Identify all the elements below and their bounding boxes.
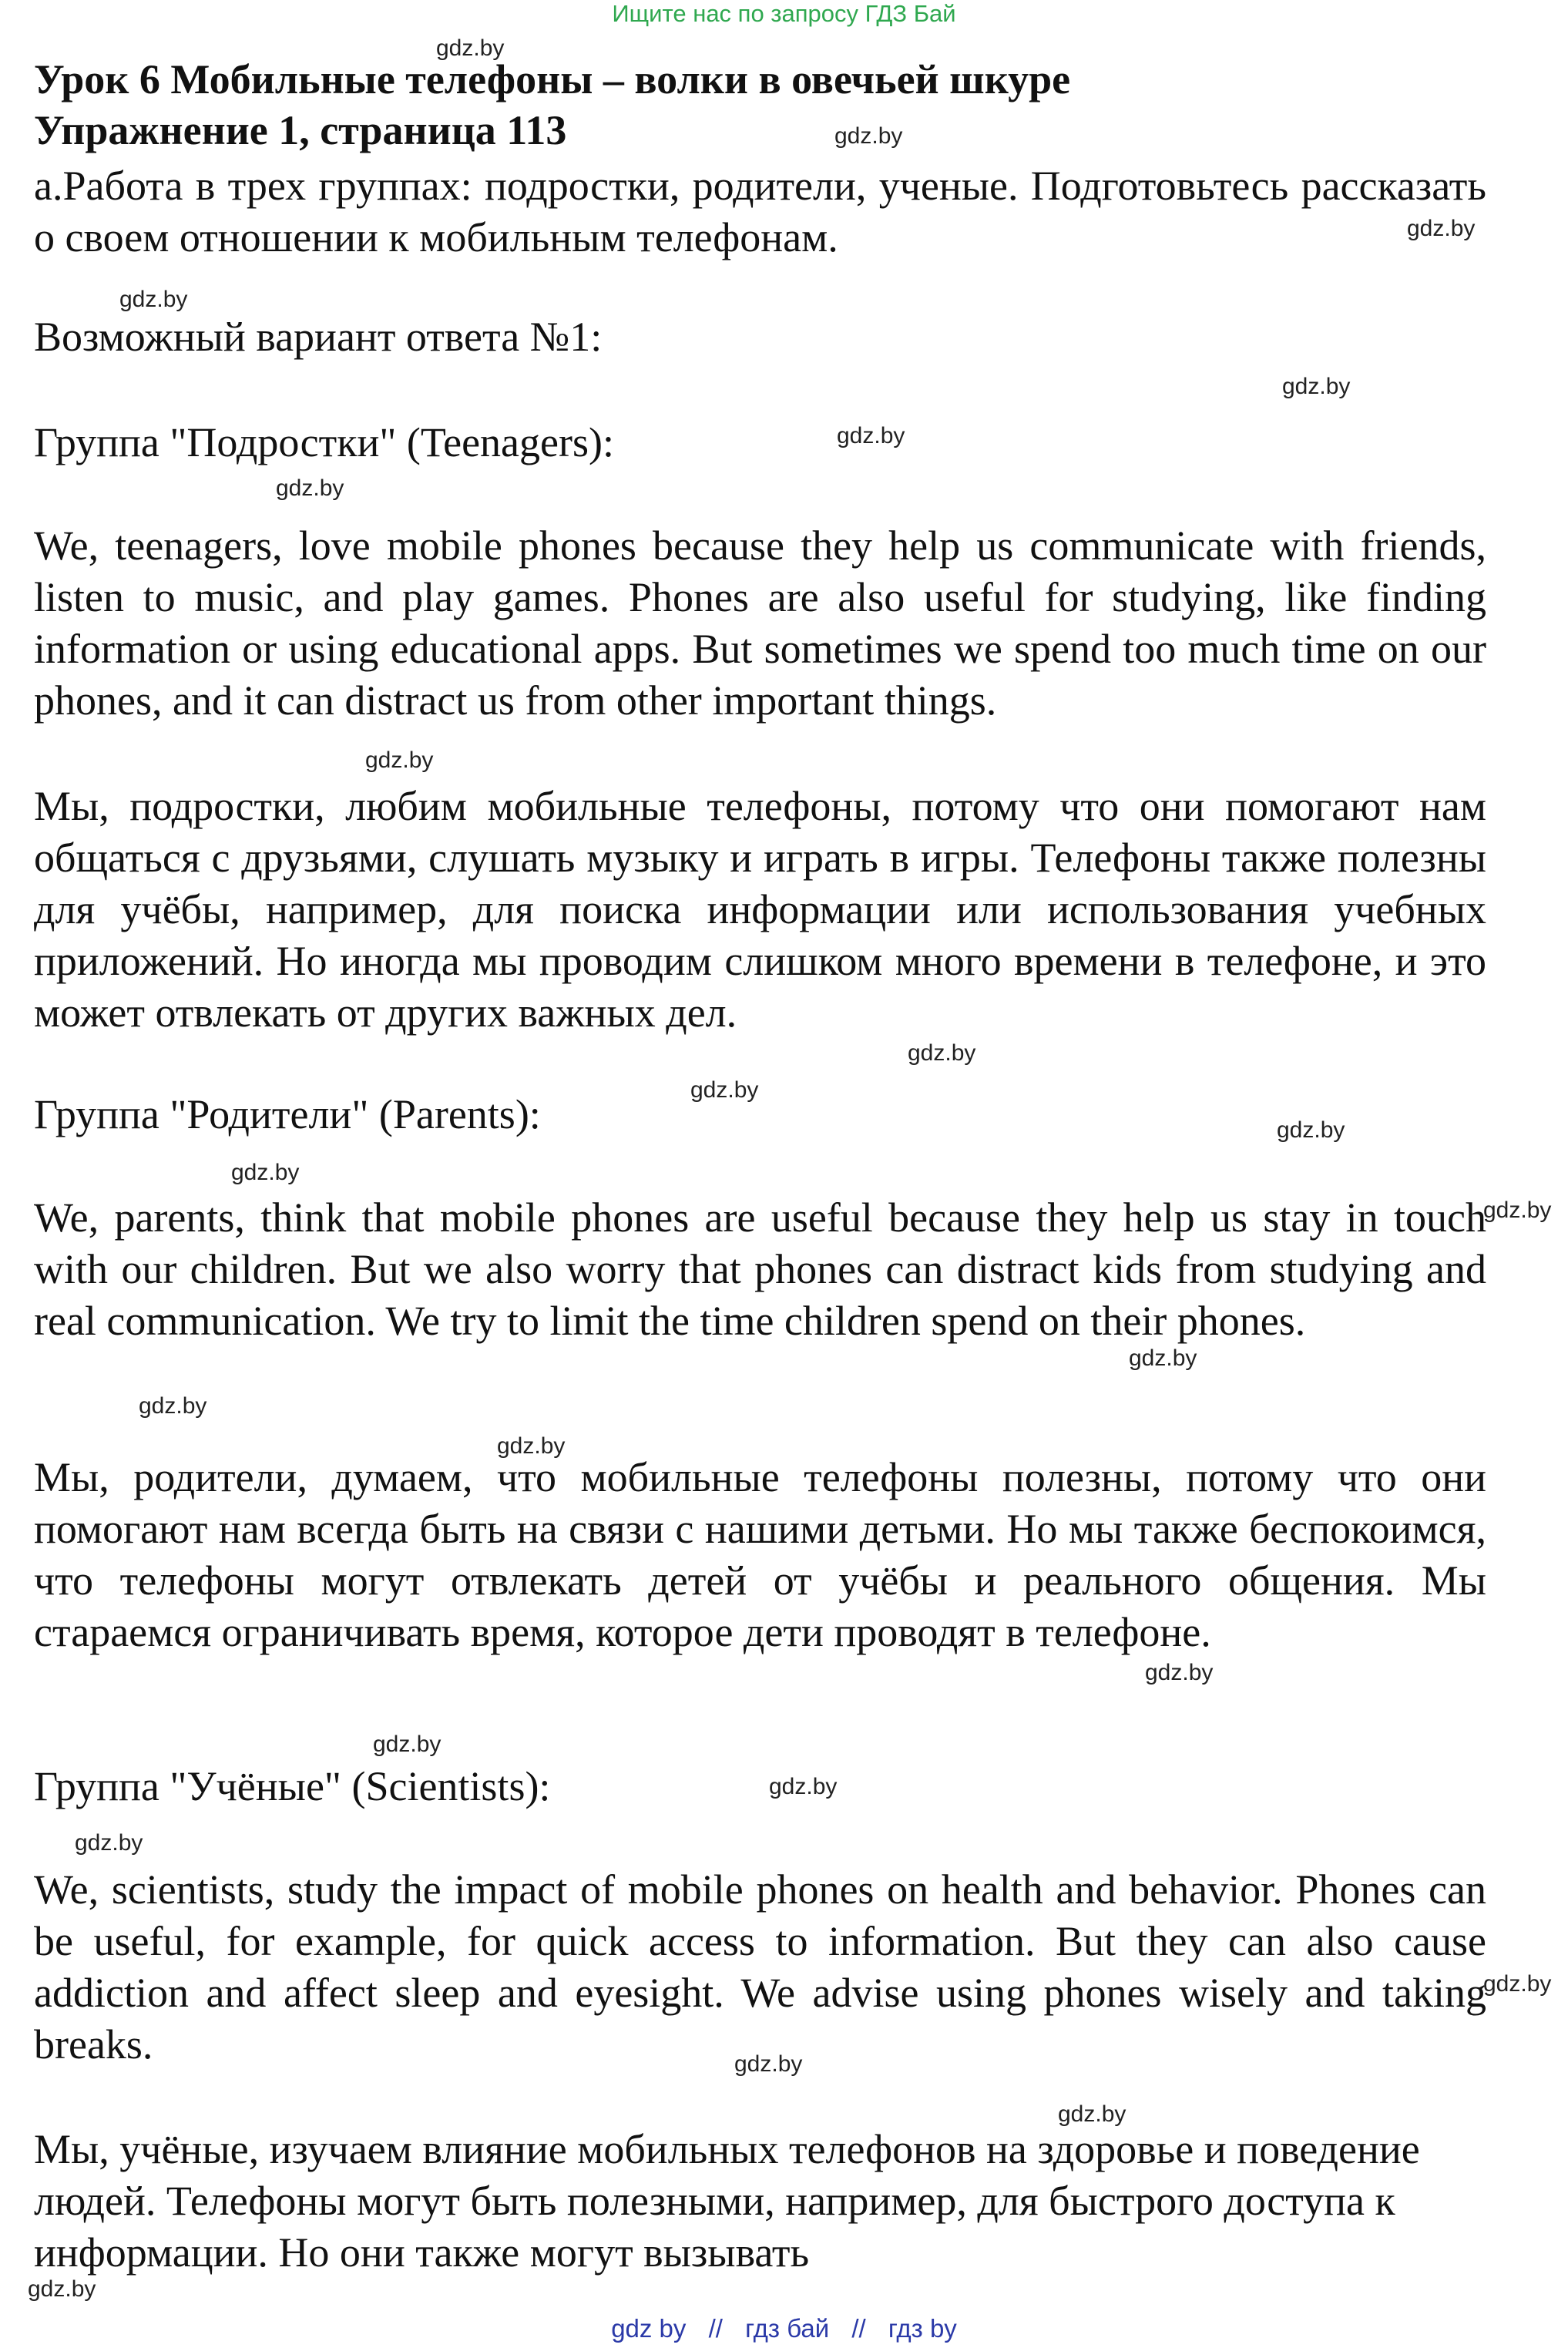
watermark: gdz.by xyxy=(436,35,505,61)
lesson-title: Урок 6 Мобильные телефоны – волки в овечьей шкуре xyxy=(34,56,1071,102)
watermark: gdz.by xyxy=(1277,1117,1345,1143)
watermark: gdz.by xyxy=(1483,1198,1552,1223)
watermark: gdz.by xyxy=(908,1040,976,1066)
watermark: gdz.by xyxy=(1483,1971,1552,1997)
group-heading-scientists: Группа "Учёные" (Scientists): xyxy=(34,1763,551,1809)
watermark: gdz.by xyxy=(734,2051,803,2077)
variant-label: Возможный вариант ответа №1: xyxy=(34,314,603,360)
teenagers-english: We, teenagers, love mobile phones because they help us communicate with friends, listen to music, and play games. Phones are also useful for studying, like finding information or using educational apps. But sometimes we spend too much time on our phones, and it can distract us from other important things. xyxy=(34,522,1486,724)
watermark: gdz.by xyxy=(1145,1660,1214,1685)
watermark: gdz.by xyxy=(276,475,344,501)
footer-link-gdz-bai[interactable]: гдз бай xyxy=(745,2314,830,2343)
footer-separator: // xyxy=(851,2314,866,2343)
watermark: gdz.by xyxy=(365,747,434,773)
scientists-russian: Мы, учёные, изучаем влияние мобильных телефонов на здоровье и поведение людей. Телефоны могут быть полезными, например, для быстрого доступа к информации. Но они также могут вызывать xyxy=(34,2126,1420,2276)
watermark: gdz.by xyxy=(690,1077,759,1103)
watermark: gdz.by xyxy=(119,287,188,312)
watermark: gdz.by xyxy=(1058,2101,1126,2127)
group-heading-teenagers: Группа "Подростки" (Teenagers): xyxy=(34,419,614,465)
footer-links xyxy=(0,2314,1568,2343)
watermark: gdz.by xyxy=(834,123,903,149)
scientists-english: We, scientists, study the impact of mobile phones on health and behavior. Phones can be useful, for example, for quick access to information. But they can also cause addiction and affect sleep and eyesight. We advise using phones wisely and taking breaks. xyxy=(34,1866,1486,2068)
task-text: а.Работа в трех группах: подростки, родители, ученые. Подготовьтесь рассказать о своем отношении к мобильным телефонам. xyxy=(34,163,1486,260)
watermark: gdz.by xyxy=(75,1830,143,1856)
footer-link-gdz-by[interactable]: gdz by xyxy=(611,2314,687,2343)
watermark: gdz.by xyxy=(1129,1345,1197,1371)
teenagers-russian: Мы, подростки, любим мобильные телефоны, потому что они помогают нам общаться с друзьями, слушать музыку и играть в игры. Телефоны также полезны для учёбы, например, для поиска информации или использования учебных приложений. Но иногда мы проводим слишком много времени в телефоне, и это может отвлекать от других важных дел. xyxy=(34,783,1486,1036)
watermark: gdz.by xyxy=(139,1393,207,1419)
footer-separator: // xyxy=(708,2314,723,2343)
parents-russian: Мы, родители, думаем, что мобильные телефоны полезны, потому что они помогают нам всегда быть на связи с нашими детьми. Но мы также беспокоимся, что телефоны могут отвлекать детей от учёбы и реального общения. Мы стараемся ограничивать время, которое дети проводят в телефоне. xyxy=(34,1454,1486,1655)
watermark: gdz.by xyxy=(1407,216,1476,241)
watermark: gdz.by xyxy=(769,1774,838,1799)
parents-english: We, parents, think that mobile phones are useful because they help us stay in touch with our children. But we also worry that phones can distract kids from studying and real communication. We try to limit the time children spend on their phones. xyxy=(34,1194,1486,1344)
watermark: gdz.by xyxy=(373,1732,442,1757)
watermark: gdz.by xyxy=(1282,374,1351,399)
watermark: gdz.by xyxy=(837,423,905,448)
watermark: gdz.by xyxy=(497,1433,566,1459)
exercise-title: Упражнение 1, страница 113 xyxy=(34,107,567,153)
group-heading-parents: Группа "Родители" (Parents): xyxy=(34,1091,541,1137)
watermark: gdz.by xyxy=(231,1160,300,1185)
watermark: gdz.by xyxy=(28,2276,96,2302)
footer-link-gdz-by-ru[interactable]: гдз by xyxy=(888,2314,957,2343)
top-banner: Ищите нас по запросу ГДЗ Бай xyxy=(612,0,956,27)
